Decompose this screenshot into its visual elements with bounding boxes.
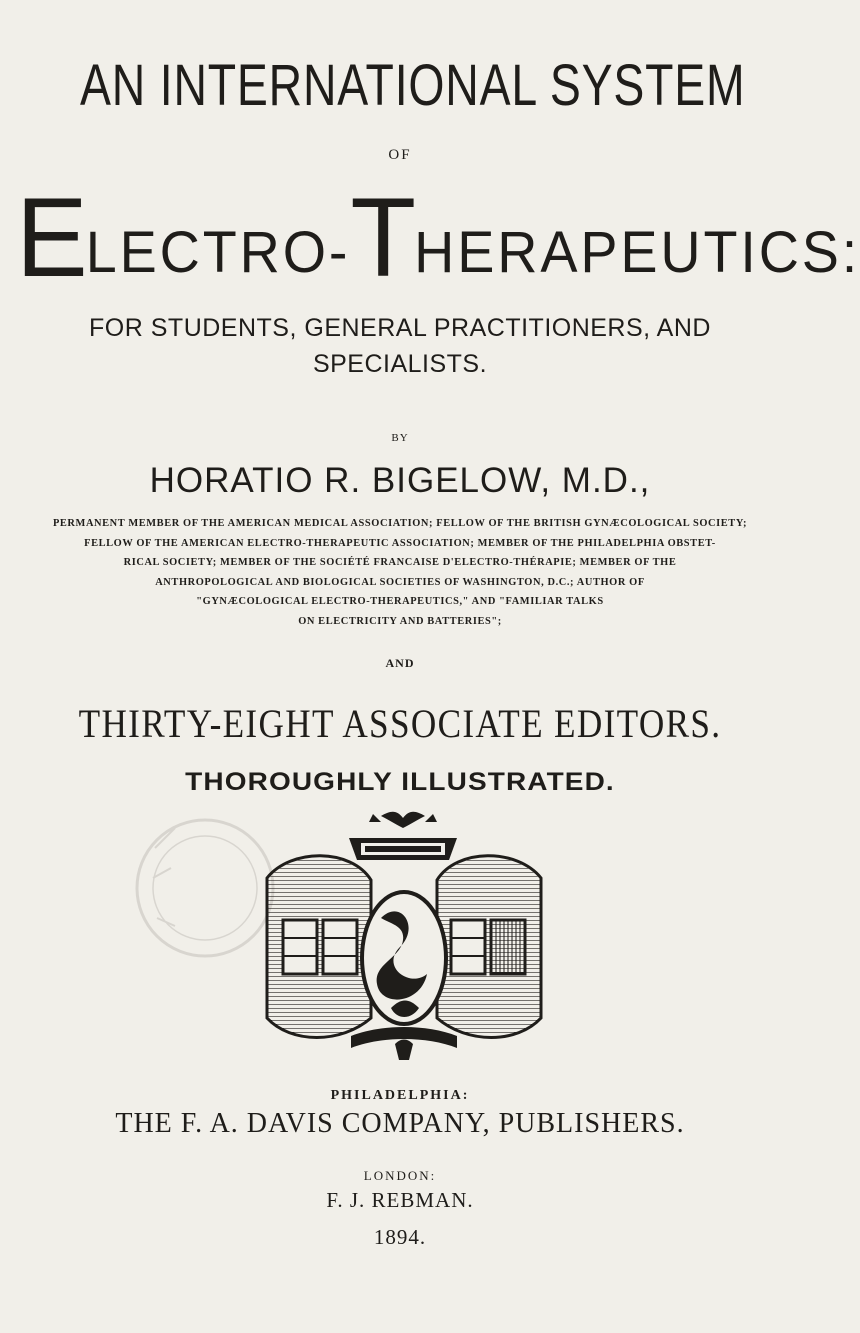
author-name: HORATIO R. BIGELOW, M.D., — [149, 461, 651, 500]
imprint-publisher: THE F. A. DAVIS COMPANY, PUBLISHERS. — [115, 1108, 685, 1139]
subject-title — [16, 175, 860, 300]
by-label: BY — [391, 432, 409, 444]
of-label: OF — [388, 147, 412, 163]
subject-part2: HERAPEUTICS: — [414, 220, 860, 285]
associate-editors: THIRTY-EIGHT ASSOCIATE EDITORS. — [78, 701, 722, 746]
library-stamp-watermark — [135, 808, 240, 968]
subject-initial-t: T — [350, 175, 415, 300]
illustrated-label: THOROUGHLY ILLUSTRATED. — [185, 768, 615, 796]
subject-part1: LECTRO- — [85, 220, 351, 285]
audience-line-2: SPECIALISTS. — [312, 350, 488, 378]
imprint-london-publisher: F. J. REBMAN. — [326, 1188, 474, 1212]
audience-line-1: FOR STUDENTS, GENERAL PRACTITIONERS, AND — [89, 314, 711, 342]
winged-caduceus-top — [369, 812, 437, 828]
imprint-year: 1894. — [373, 1225, 427, 1249]
credential-line: ANTHROPOLOGICAL AND BIOLOGICAL SOCIETIES OF WASHINGTON, D.C.; AUTHOR OF — [155, 576, 645, 588]
author-credentials — [20, 514, 780, 631]
credential-line: RICAL SOCIETY; MEMBER OF THE SOCIÉTÉ FRANCAISE D'ELECTRO-THÉRAPIE; MEMBER OF THE — [123, 557, 677, 568]
credential-line: PERMANENT MEMBER OF THE AMERICAN MEDICAL ASSOCIATION; FELLOW OF THE BRITISH GYNÆCOLOGICAL SOCIETY; — [52, 518, 748, 529]
credential-line: "GYNÆCOLOGICAL ELECTRO-THERAPEUTICS," AND "FAMILIAR TALKS — [196, 596, 604, 607]
and-label: AND — [385, 656, 415, 670]
publisher-emblem-icon — [231, 808, 577, 1060]
credential-line: ON ELECTRICITY AND BATTERIES"; — [298, 615, 502, 627]
audience — [0, 310, 800, 382]
credential-line: FELLOW OF THE AMERICAN ELECTRO-THERAPEUTIC ASSOCIATION; MEMBER OF THE PHILADELPHIA OBSTET- — [84, 537, 716, 549]
imprint-london-city: LONDON: — [363, 1168, 437, 1183]
title-line: AN INTERNATIONAL SYSTEM — [80, 53, 746, 118]
imprint-city: PHILADELPHIA: — [330, 1088, 470, 1103]
subject-initial-e: E — [16, 175, 86, 300]
